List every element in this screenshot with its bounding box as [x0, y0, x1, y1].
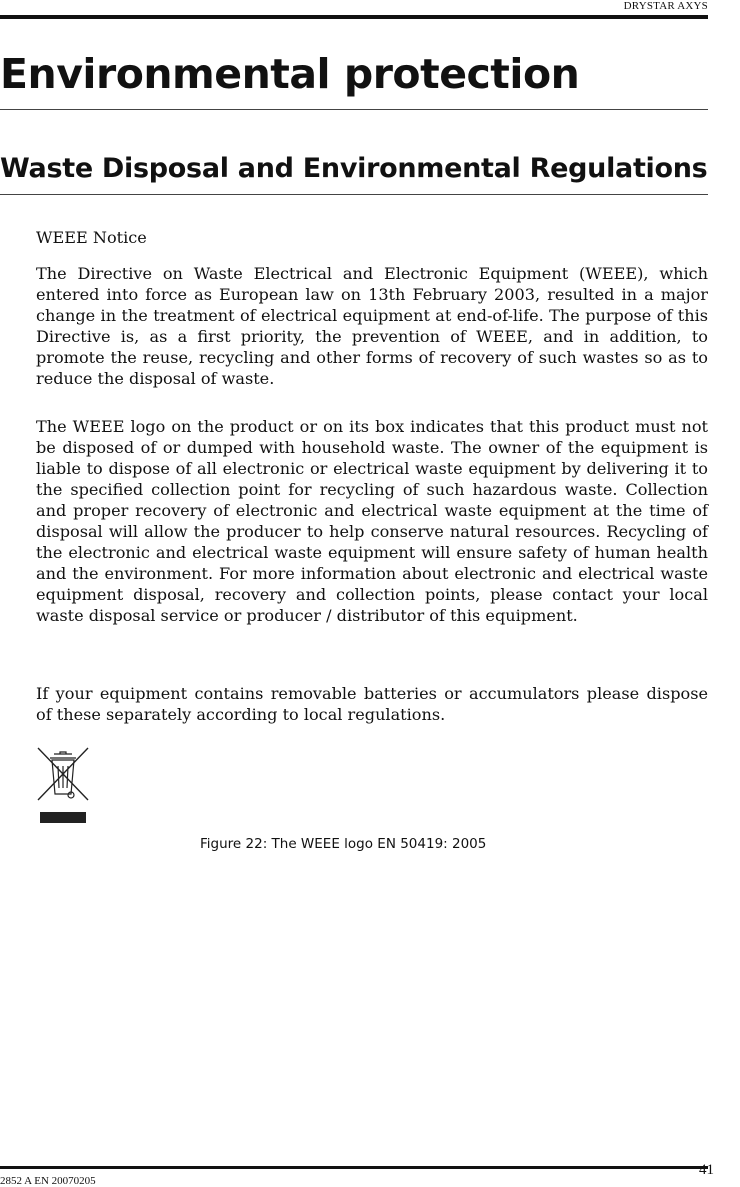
paragraph-batteries: If your equipment contains removable batteries or accumulators please dispose of these separately according to local regulations.: [36, 684, 708, 724]
footer-rule: [0, 1166, 708, 1169]
paragraph-directive: The Directive on Waste Electrical and Electronic Equipment (WEEE), which entered into force as European law on 13th February 2003, resulted in a major change in the treatment of electrical equipment at end-of-life. The purpose of this Directive is, as a first priority, the prevention of WEEE, and in addition, to promote the reuse, recycling and other forms of recovery of such wastes so as to reduce the disposal of waste.: [36, 264, 708, 388]
section-title-rule: [0, 194, 708, 195]
page-number: 41: [699, 1162, 714, 1178]
weee-notice-heading: WEEE Notice: [36, 228, 147, 247]
figure-caption: Figure 22: The WEEE logo EN 50419: 2005: [200, 836, 487, 852]
chapter-title-rule: [0, 109, 708, 110]
chapter-title: Environmental protection: [0, 50, 580, 98]
document-id: 2852 A EN 20070205: [0, 1175, 96, 1187]
crossed-out-wheelie-bin-icon: [36, 744, 90, 826]
section-title: Waste Disposal and Environmental Regulations: [0, 153, 708, 184]
header-rule: [0, 15, 708, 19]
paragraph-weee-logo-meaning: The WEEE logo on the product or on its box indicates that this product must not be disposed of or dumped with household waste. The owner of the equipment is liable to dispose of all electronic or electrical waste equipment by delivering it to the specified collection point for recycling of such hazardous waste. Collection and proper recovery of electronic and electrical waste equipment at the time of disposal will allow the producer to help conserve natural resources. Recycling of the electronic and electrical waste equipment will ensure safety of human health and the environment. For more information about electronic and electrical waste equipment disposal, recovery and collection points, please contact your local waste disposal service or producer / distributor of this equipment.: [36, 417, 708, 625]
running-header: DRYSTAR AXYS: [623, 0, 708, 12]
